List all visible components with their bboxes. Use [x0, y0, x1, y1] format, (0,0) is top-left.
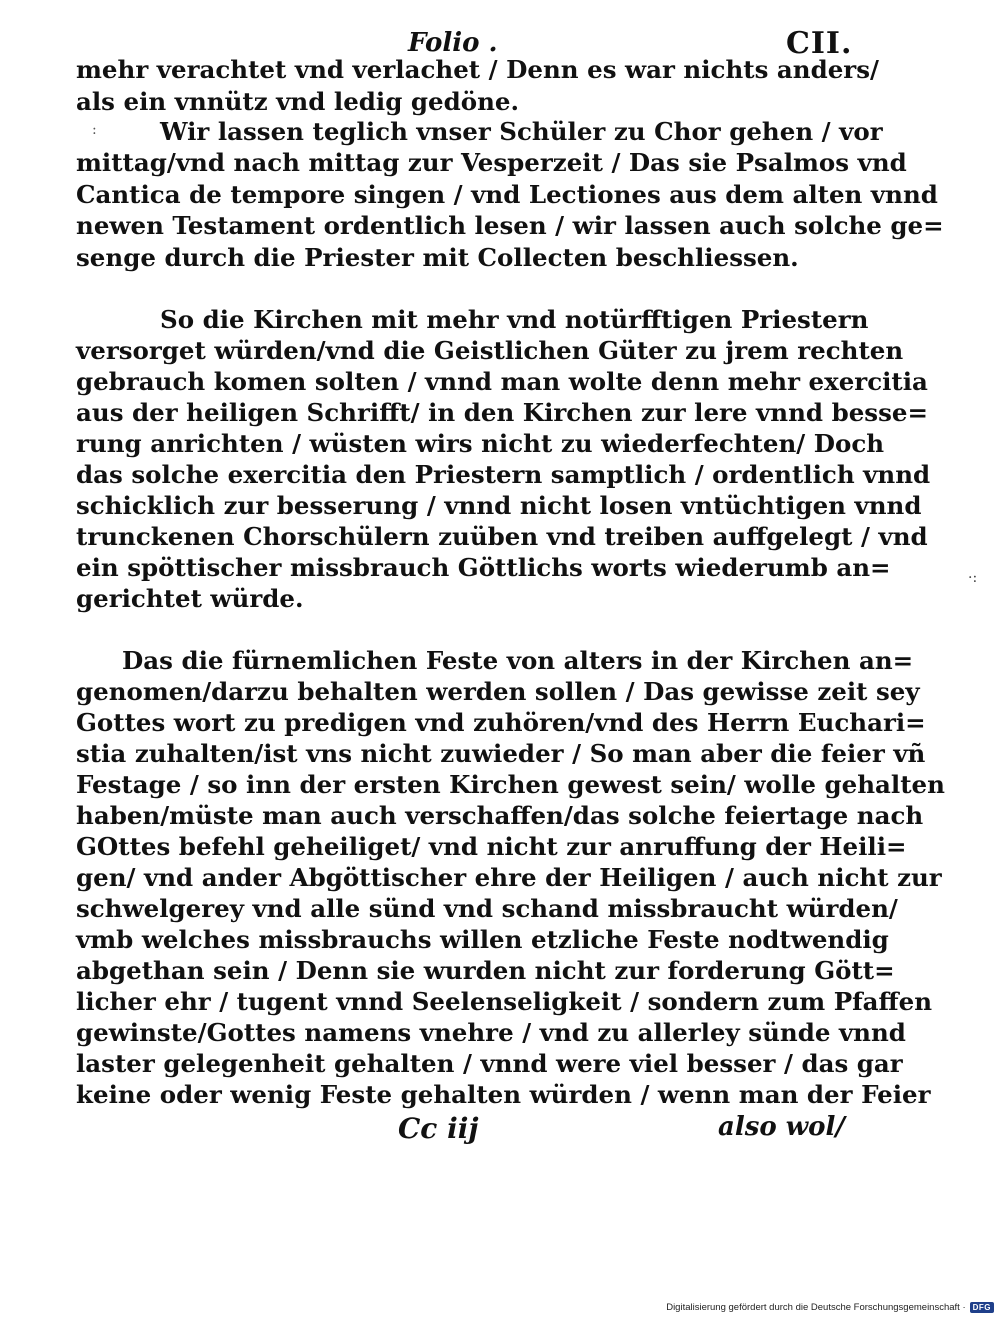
text-line: licher ehr / tugent vnnd Seelenseligkeit / sondern zum Pfaffen: [76, 987, 933, 1016]
text-line: So die Kirchen mit mehr vnd notürfftigen Priestern: [160, 305, 869, 334]
text-line: abgethan sein / Denn sie wurden nicht zur forderung Gött=: [76, 956, 895, 985]
text-line: vmb welches missbrauchs willen etzliche Feste nodtwendig: [76, 925, 889, 954]
text-line: schicklich zur besserung / vnnd nicht losen vntüchtigen vnnd: [76, 491, 922, 520]
text-line: genomen/darzu behalten werden sollen / Das gewisse zeit sey: [76, 677, 920, 706]
text-line: GOttes befehl geheiliget/ vnd nicht zur anruffung der Heili=: [76, 832, 907, 861]
text-line: schwelgerey vnd alle sünd vnd schand missbraucht würden/: [76, 894, 898, 923]
folio-number: CII.: [786, 26, 853, 61]
text-line: rung anrichten / wüsten wirs nicht zu wiederfechten/ Doch: [76, 429, 885, 458]
text-line: mittag/vnd nach mittag zur Vesperzeit / Das sie Psalmos vnd: [76, 148, 907, 177]
text-line: aus der heiligen Schrifft/ in den Kirchen zur lere vnnd besse=: [76, 398, 928, 427]
dfg-logo-icon: DFG: [970, 1302, 994, 1313]
text-line: das solche exercitia den Priestern samptlich / ordentlich vnnd: [76, 460, 931, 489]
text-line: als ein vnnütz vnd ledig gedöne.: [76, 87, 519, 116]
text-line: ein spöttischer missbrauch Göttlichs worts wiederumb an=: [76, 553, 891, 582]
margin-speck: ·:: [968, 570, 978, 586]
text-line: gebrauch komen solten / vnnd man wolte denn mehr exercitia: [76, 367, 928, 396]
digitization-credit: [666, 1300, 994, 1314]
text-line: gen/ vnd ander Abgöttischer ehre der Heiligen / auch nicht zur: [76, 863, 942, 892]
text-line: trunckenen Chorschülern zuüben vnd treiben auffgelegt / vnd: [76, 522, 928, 551]
text-line: stia zuhalten/ist vns nicht zuwieder / So man aber die feier vñ: [76, 739, 926, 768]
credit-text: Digitalisierung gefördert durch die Deutsche Forschungsgemeinschaft ·: [666, 1301, 966, 1313]
text-line: versorget würden/vnd die Geistlichen Güter zu jrem rechten: [76, 336, 904, 365]
text-line: newen Testament ordentlich lesen / wir lassen auch solche ge=: [76, 211, 944, 240]
text-line: laster gelegenheit gehalten / vnnd were viel besser / das gar: [76, 1049, 903, 1078]
text-line: Wir lassen teglich vnser Schüler zu Chor gehen / vor: [160, 117, 883, 146]
text-line: Gottes wort zu predigen vnd zuhören/vnd des Herrn Euchari=: [76, 708, 926, 737]
signature-mark: Cc iij: [398, 1112, 479, 1145]
text-line: haben/müste man auch verschaffen/das solche feiertage nach: [76, 801, 924, 830]
text-line: Cantica de tempore singen / vnd Lectiones aus dem alten vnnd: [76, 180, 938, 209]
catchword: also wol/: [718, 1112, 845, 1142]
text-line: Festage / so inn der ersten Kirchen gewest sein/ wolle gehalten: [76, 770, 945, 799]
text-line: senge durch die Priester mit Collecten beschliessen.: [76, 243, 799, 272]
text-line: mehr verachtet vnd verlachet / Denn es war nichts anders/: [76, 55, 879, 84]
margin-mark: :: [92, 122, 97, 138]
text-line: gerichtet würde.: [76, 584, 304, 613]
text-line: keine oder wenig Feste gehalten würden / wenn man der Feier: [76, 1080, 931, 1109]
text-line: gewinste/Gottes namens vnehre / vnd zu allerley sünde vnnd: [76, 1018, 906, 1047]
folio-label: Folio .: [408, 28, 498, 58]
text-line: Das die fürnemlichen Feste von alters in der Kirchen an=: [122, 646, 914, 675]
